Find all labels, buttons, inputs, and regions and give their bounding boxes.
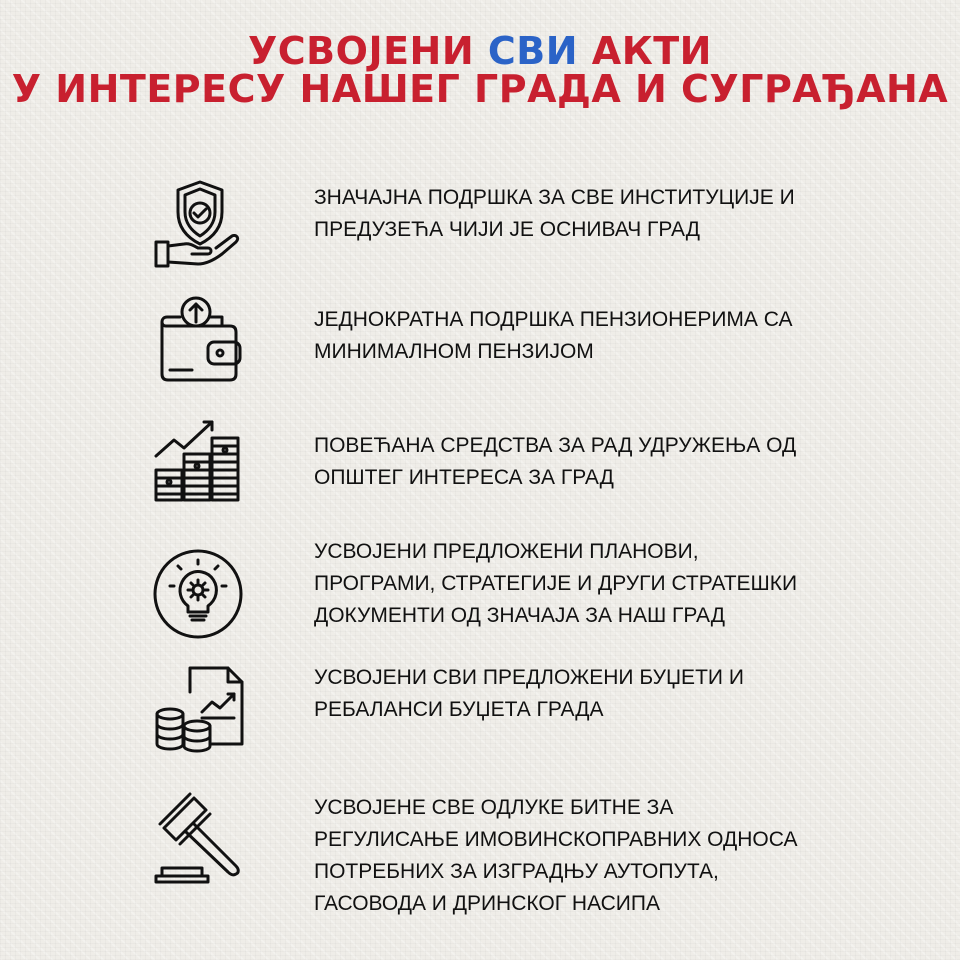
wallet-icon [150, 294, 246, 390]
item-text [314, 662, 854, 726]
item-line: ПОТРЕБНИХ ЗА ИЗГРАДЊУ АУТОПУТА, [314, 860, 719, 883]
budget-coins-icon [150, 662, 246, 758]
item-line: РЕБАЛАНСИ БУЏЕТА ГРАДА [314, 698, 604, 721]
title-highlight: СВИ [487, 29, 579, 73]
item-text [314, 792, 854, 920]
item-line: ГАСОВОДА И ДРИНСКОГ НАСИПА [314, 892, 660, 915]
item-line: ПОВЕЋАНА СРЕДСТВА ЗА РАД УДРУЖЕЊА ОД [314, 434, 797, 457]
item-line: УСВОЈЕНИ СВИ ПРЕДЛОЖЕНИ БУЏЕТИ И [314, 666, 744, 689]
item-text [314, 182, 854, 246]
item-text [314, 536, 854, 632]
title-part-1: УСВОЈЕНИ [248, 29, 475, 73]
item-line: ПРЕДУЗЕЋА ЧИЈИ ЈЕ ОСНИВАЧ ГРАД [314, 218, 700, 241]
item-line: ДОКУМЕНТИ ОД ЗНАЧАЈА ЗА НАШ ГРАД [314, 604, 725, 627]
item-line: РЕГУЛИСАЊЕ ИМОВИНСКОПРАВНИХ ОДНОСА [314, 828, 798, 851]
item-line: УСВОЈЕНЕ СВЕ ОДЛУКЕ БИТНЕ ЗА [314, 796, 674, 819]
item-line: ОПШТЕГ ИНТЕРЕСА ЗА ГРАД [314, 466, 614, 489]
item-line: ЈЕДНОКРАТНА ПОДРШКА ПЕНЗИОНЕРИМА СА [314, 308, 793, 331]
title-part-2: АКТИ [591, 29, 712, 73]
item-line: МИНИМАЛНОМ ПЕНЗИЈОМ [314, 340, 594, 363]
shield-hand-icon [150, 176, 246, 272]
title-line-2: У ИНТЕРЕСУ НАШЕГ ГРАДА И СУГРАЂАНА [11, 67, 949, 111]
item-text [314, 430, 854, 494]
lightbulb-gear-icon [150, 546, 246, 642]
item-line: ПРОГРАМИ, СТРАТЕГИЈЕ И ДРУГИ СТРАТЕШКИ [314, 572, 798, 595]
item-text [314, 304, 854, 368]
item-line: ЗНАЧАЈНА ПОДРШКА ЗА СВЕ ИНСТИТУЦИЈЕ И [314, 186, 795, 209]
gavel-icon [150, 790, 246, 886]
item-line: УСВОЈЕНИ ПРЕДЛОЖЕНИ ПЛАНОВИ, [314, 540, 699, 563]
growth-chart-icon [150, 414, 246, 510]
